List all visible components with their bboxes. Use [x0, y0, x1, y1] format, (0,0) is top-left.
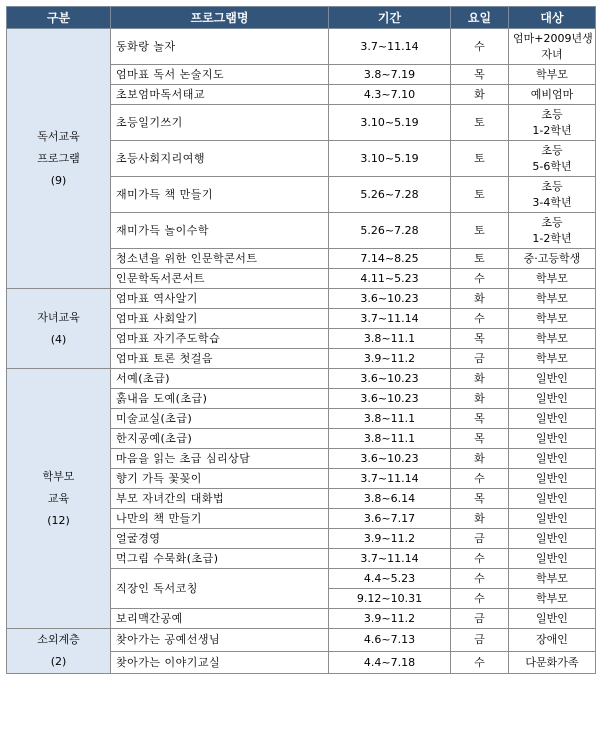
target-text: 일반인: [536, 412, 568, 425]
target-cell: [509, 429, 596, 449]
day-cell: 토: [451, 177, 509, 213]
day-cell: 토: [451, 213, 509, 249]
target-text: 다문화가족: [525, 655, 579, 669]
target-cell: [509, 369, 596, 389]
target-text: 학부모: [536, 312, 568, 325]
target-text: 엄마+2009년생: [513, 31, 593, 45]
period-cell: 9.12~10.31: [329, 589, 451, 609]
day-cell: 화: [451, 369, 509, 389]
day-cell: 목: [451, 65, 509, 85]
day-cell: 금: [451, 349, 509, 369]
day-cell: 수: [451, 651, 509, 674]
day-cell: 수: [451, 29, 509, 65]
target-cell: [509, 29, 596, 65]
table-row: [7, 29, 596, 65]
period-cell: 3.6~10.23: [329, 289, 451, 309]
category-cell: [7, 369, 111, 629]
period-cell: 5.26~7.28: [329, 213, 451, 249]
category-cell: [7, 29, 111, 289]
target-cell: [509, 141, 596, 177]
period-cell: 3.6~10.23: [329, 369, 451, 389]
header-target: 대상: [509, 7, 596, 29]
period-cell: 3.9~11.2: [329, 529, 451, 549]
day-cell: 수: [451, 549, 509, 569]
day-cell: 목: [451, 409, 509, 429]
target-text: 일반인: [536, 452, 568, 465]
period-cell: 3.7~11.14: [329, 309, 451, 329]
header-day: 요일: [451, 7, 509, 29]
target-text: 자녀: [541, 47, 563, 61]
target-text: 학부모: [536, 68, 568, 81]
table-row: [7, 289, 596, 309]
target-cell: [509, 269, 596, 289]
target-text: 5-6학년: [532, 159, 572, 173]
target-text: 3-4학년: [532, 195, 572, 209]
target-cell: [509, 629, 596, 652]
period-cell: 3.7~11.14: [329, 29, 451, 65]
program-name: 재미가득 놀이수학: [111, 213, 329, 249]
target-cell: [509, 529, 596, 549]
target-text: 일반인: [536, 552, 568, 565]
target-text: 초등: [541, 179, 563, 193]
program-name: 엄마표 역사알기: [111, 289, 329, 309]
target-text: 초등: [541, 143, 563, 157]
header-category: 구분: [7, 7, 111, 29]
day-cell: 화: [451, 85, 509, 105]
target-cell: [509, 349, 596, 369]
program-name: 홁내음 도예(초급): [111, 389, 329, 409]
period-cell: 4.4~5.23: [329, 569, 451, 589]
target-text: 중·고등학생: [523, 252, 581, 265]
program-name: 서예(초급): [111, 369, 329, 389]
program-name: 청소년을 위한 인문학콘서트: [111, 249, 329, 269]
target-text: 일반인: [536, 472, 568, 485]
period-cell: 3.8~11.1: [329, 429, 451, 449]
period-cell: 4.4~7.18: [329, 651, 451, 674]
period-cell: 4.6~7.13: [329, 629, 451, 652]
program-name: 초등일기쓰기: [111, 105, 329, 141]
program-name: 부모 자녀간의 대화법: [111, 489, 329, 509]
program-name: 초등사회지리여행: [111, 141, 329, 177]
target-text: 초등: [541, 215, 563, 229]
period-cell: 3.7~11.14: [329, 469, 451, 489]
period-cell: 3.8~11.1: [329, 329, 451, 349]
period-cell: 3.6~10.23: [329, 449, 451, 469]
period-cell: 3.9~11.2: [329, 609, 451, 629]
category-label: 학부모: [42, 469, 75, 483]
target-cell: [509, 549, 596, 569]
period-cell: 3.6~10.23: [329, 389, 451, 409]
category-label: 독서교육: [37, 129, 80, 143]
target-text: 초등: [541, 107, 563, 121]
target-text: 일반인: [536, 492, 568, 505]
target-cell: [509, 469, 596, 489]
program-name: 미술교실(초급): [111, 409, 329, 429]
target-text: 1-2학년: [532, 231, 572, 245]
target-text: 일반인: [536, 392, 568, 405]
day-cell: 수: [451, 469, 509, 489]
header-row: [7, 7, 596, 29]
day-cell: 화: [451, 389, 509, 409]
target-cell: [509, 65, 596, 85]
category-label: 소외계층: [37, 633, 80, 646]
program-schedule-table: [6, 6, 596, 674]
category-count: (12): [47, 513, 70, 527]
target-text: 학부모: [536, 592, 568, 605]
day-cell: 목: [451, 329, 509, 349]
target-cell: [509, 329, 596, 349]
target-text: 학부모: [536, 352, 568, 365]
program-name: 먹그림 수묵화(초급): [111, 549, 329, 569]
day-cell: 금: [451, 629, 509, 652]
target-cell: [509, 609, 596, 629]
period-cell: 5.26~7.28: [329, 177, 451, 213]
day-cell: 수: [451, 309, 509, 329]
header-program: 프로그램명: [111, 7, 329, 29]
target-text: 학부모: [536, 292, 568, 305]
program-name: 찾아가는 이야기교실: [111, 651, 329, 674]
category-label: 자녀교육: [37, 310, 80, 324]
target-cell: [509, 389, 596, 409]
table-body: [7, 29, 596, 674]
program-name: 향기 가득 꽃꽂이: [111, 469, 329, 489]
target-text: 일반인: [536, 512, 568, 525]
target-text: 일반인: [536, 532, 568, 545]
target-cell: [509, 509, 596, 529]
day-cell: 화: [451, 449, 509, 469]
category-count: (2): [50, 655, 67, 668]
period-cell: 4.3~7.10: [329, 85, 451, 105]
program-name: 동화랑 놀자: [111, 29, 329, 65]
target-cell: [509, 449, 596, 469]
target-cell: [509, 589, 596, 609]
program-name: 엄마표 독서 논술지도: [111, 65, 329, 85]
period-cell: 7.14~8.25: [329, 249, 451, 269]
day-cell: 금: [451, 529, 509, 549]
program-name: 초보엄마독서태교: [111, 85, 329, 105]
day-cell: 토: [451, 105, 509, 141]
period-cell: 3.7~11.14: [329, 549, 451, 569]
table-row: [7, 369, 596, 389]
program-name: 얼굴경영: [111, 529, 329, 549]
category-cell: [7, 629, 111, 674]
period-cell: 3.6~7.17: [329, 509, 451, 529]
day-cell: 수: [451, 269, 509, 289]
target-text: 일반인: [536, 372, 568, 385]
target-text: 장애인: [536, 633, 568, 647]
target-cell: [509, 289, 596, 309]
category-cell: [7, 289, 111, 369]
target-cell: [509, 249, 596, 269]
program-name: 보리맥간공예: [111, 609, 329, 629]
target-cell: [509, 489, 596, 509]
period-cell: 4.11~5.23: [329, 269, 451, 289]
program-name: 찾아가는 공예선생님: [111, 629, 329, 652]
target-text: 학부모: [536, 332, 568, 345]
period-cell: 3.8~6.14: [329, 489, 451, 509]
day-cell: 토: [451, 249, 509, 269]
program-name: 마음을 읽는 초급 심리상담: [111, 449, 329, 469]
day-cell: 화: [451, 509, 509, 529]
period-cell: 3.9~11.2: [329, 349, 451, 369]
day-cell: 금: [451, 609, 509, 629]
period-cell: 3.8~11.1: [329, 409, 451, 429]
period-cell: 3.10~5.19: [329, 141, 451, 177]
target-cell: [509, 177, 596, 213]
category-label: 프로그램: [37, 151, 80, 165]
target-text: 일반인: [536, 432, 568, 445]
program-name: 엄마표 사회알기: [111, 309, 329, 329]
day-cell: 화: [451, 289, 509, 309]
target-cell: [509, 85, 596, 105]
program-name: 인문학독서콘서트: [111, 269, 329, 289]
target-cell: [509, 651, 596, 674]
target-text: 일반인: [536, 612, 568, 625]
target-cell: [509, 409, 596, 429]
target-text: 학부모: [536, 572, 568, 585]
day-cell: 목: [451, 489, 509, 509]
period-cell: 3.10~5.19: [329, 105, 451, 141]
program-name: 직장인 독서코칭: [111, 569, 329, 609]
program-name: 나만의 책 만들기: [111, 509, 329, 529]
category-count: (9): [50, 173, 67, 187]
day-cell: 토: [451, 141, 509, 177]
program-name: 한지공예(초급): [111, 429, 329, 449]
target-cell: [509, 309, 596, 329]
period-cell: 3.8~7.19: [329, 65, 451, 85]
day-cell: 수: [451, 569, 509, 589]
target-text: 예비엄마: [530, 88, 574, 101]
target-text: 학부모: [536, 272, 568, 285]
target-cell: [509, 569, 596, 589]
table-row: [7, 629, 596, 652]
program-name: 엄마표 토론 첫걸음: [111, 349, 329, 369]
program-name: 엄마표 자기주도학습: [111, 329, 329, 349]
category-label: 교육: [47, 491, 70, 505]
program-name: 재미가득 책 만들기: [111, 177, 329, 213]
target-cell: [509, 213, 596, 249]
day-cell: 수: [451, 589, 509, 609]
category-count: (4): [50, 332, 67, 346]
day-cell: 목: [451, 429, 509, 449]
header-period: 기간: [329, 7, 451, 29]
target-text: 1-2학년: [532, 123, 572, 137]
target-cell: [509, 105, 596, 141]
